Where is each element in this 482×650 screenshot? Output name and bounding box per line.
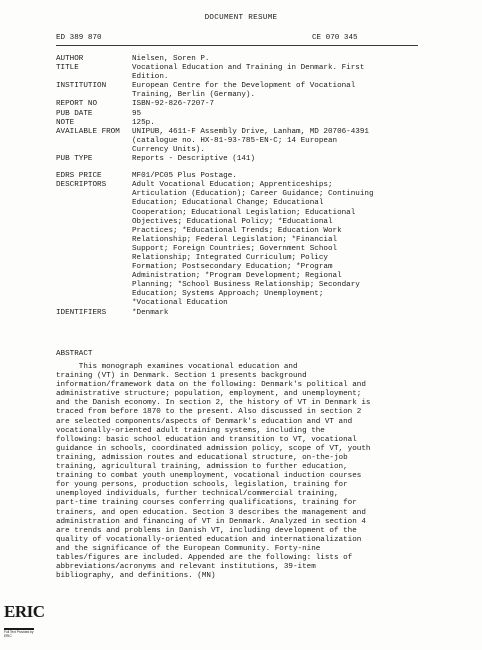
abstract-line: vocationally-oriented adult training systems, including the: [56, 426, 325, 435]
field-value: [132, 119, 436, 128]
field-value-line: Support; Foreign Countries; Government School: [132, 244, 338, 253]
abstract-line: This monograph examines vocational education and: [56, 363, 298, 371]
field-value-line: Edition.: [132, 73, 169, 82]
field-label: PUB DATE: [56, 109, 93, 118]
field-value-line: European Centre for the Development of Vocational: [132, 82, 356, 91]
abstract-line: traced from before 1870 to the present. Also discussed in section 2: [56, 408, 362, 417]
field-value-line: 95: [132, 109, 142, 118]
field-label: REPORT NO: [56, 100, 98, 109]
field-value-line: *Vocational Education: [132, 299, 228, 308]
field-value-line: Reports - Descriptive (141): [132, 155, 256, 164]
field-label: TITLE: [56, 64, 79, 73]
field-label: AVAILABLE FROM: [56, 127, 120, 136]
field-value-line: Administration; *Program Development; Regional: [132, 272, 342, 281]
field-row: [56, 155, 436, 164]
field-value: [132, 128, 436, 155]
field-value-line: Currency Units).: [132, 145, 205, 154]
eric-logo: [4, 602, 45, 644]
field-value-line: Formation; Postsecondary Education; *Program: [132, 263, 333, 272]
abstract-line: training, admission routes and educational structure, on-the-job: [56, 453, 348, 462]
field-row: [56, 82, 436, 100]
eric-logo-text: ERIC: [4, 602, 45, 621]
abstract-line: and the Danish economy. In section 2, the history of VT in Denmark is: [56, 399, 371, 408]
field-value-line: MF01/PC05 Plus Postage.: [132, 172, 237, 181]
abstract-heading: ABSTRACT: [56, 350, 93, 358]
field-value-line: Vocational Education and Training in Denmark. First: [132, 64, 365, 73]
field-value: [132, 181, 436, 308]
field-label: IDENTIFIERS: [56, 308, 107, 317]
field-value-line: Articulation (Education); Career Guidance; Continuing: [132, 190, 374, 199]
field-label: EDRS PRICE: [56, 172, 102, 181]
abstract-line: administrative structure; population, employment, and unemployment;: [56, 390, 362, 399]
field-row: [56, 181, 436, 308]
eric-logo-subtitle: Full Text Provided by ERIC: [4, 630, 34, 638]
clearinghouse-number: CE 070 345: [312, 34, 358, 42]
field-value-line: UNIPUB, 4611-F Assembly Drive, Lanham, MD 20706-4391: [132, 127, 369, 136]
abstract-line: training (VT) in Denmark. Section 1 presents background: [56, 372, 307, 381]
resume-fields: [56, 55, 436, 318]
abstract-line: training, agricultural training, admission to further education,: [56, 463, 348, 472]
field-value: [132, 110, 436, 119]
field-value-line: Nielsen, Soren P.: [132, 55, 210, 63]
field-value-line: ISBN-92-826-7207-7: [132, 100, 215, 109]
field-value-line: *Denmark: [132, 308, 169, 317]
abstract-line: trainers, and open education. Section 3 describes the management and: [56, 508, 366, 517]
field-spacer: [56, 164, 436, 172]
field-value-line: Planning; *School Business Relationship; Secondary: [132, 281, 360, 290]
field-label: PUB TYPE: [56, 155, 93, 164]
field-label: INSTITUTION: [56, 82, 107, 91]
abstract-line: are trends and problems in Danish VT, including development of the: [56, 526, 357, 535]
abstract-line: and the significance of the European Community. Forty-nine: [56, 544, 321, 553]
field-value: [132, 82, 436, 100]
abstract-line: administration and financing of VT in Denmark. Analyzed in section 4: [56, 517, 366, 526]
field-value-line: Education; Educational Change; Educational: [132, 199, 324, 208]
field-value: [132, 55, 436, 64]
field-row: [56, 128, 436, 155]
field-value: [132, 100, 436, 109]
abstract-line: are selected components/aspects of Denmark's education and VT and: [56, 417, 353, 426]
abstract-line: guidance in schools, coordinated admission policy, scope of VT, youth: [56, 444, 371, 453]
abstract-line: abbreviations/acronyms and relevant institutions, 39-item: [56, 563, 316, 572]
abstract-line: tables/figures are included. Appended are the following: lists of: [56, 553, 353, 562]
abstract-line: training to combat youth unemployment, vocational induction courses: [56, 472, 362, 481]
field-value: [132, 172, 436, 181]
field-value: [132, 64, 436, 82]
field-row: [56, 55, 436, 64]
abstract-line: following: basic school education and transition to VT, vocational: [56, 435, 357, 444]
field-row: [56, 119, 436, 128]
field-label: DESCRIPTORS: [56, 181, 107, 190]
field-row: [56, 64, 436, 82]
field-value-line: (catalogue no. HX-81-93-785-EN-C; 14 European: [132, 136, 338, 145]
header-divider: [56, 45, 418, 46]
document-title: DOCUMENT RESUME: [204, 14, 278, 22]
field-row: [56, 110, 436, 119]
field-value: [132, 309, 436, 318]
field-value-line: Relationship; Federal Legislation; *Financial: [132, 235, 338, 244]
abstract-line: unemployed individuals, further technical/commercial training,: [56, 490, 339, 499]
field-row: [56, 172, 436, 181]
field-value-line: Education; Systems Approach; Unemployment;: [132, 290, 324, 299]
field-value-line: Objectives; Educational Policy; *Educational: [132, 217, 333, 226]
field-value-line: Relationship; Integrated Curriculum; Policy: [132, 253, 328, 262]
field-value-line: Cooperation; Educational Legislation; Educational: [132, 208, 356, 217]
abstract-line: information/framework data on the following: Denmark's political and: [56, 381, 366, 390]
ed-number: ED 389 870: [56, 34, 102, 42]
abstract-body: [56, 363, 436, 581]
field-label: NOTE: [56, 118, 75, 127]
field-value-line: Practices; *Educational Trends; Education Work: [132, 226, 342, 235]
field-value-line: 125p.: [132, 118, 155, 127]
abstract-line: for young persons, production schools, legislation, training for: [56, 481, 348, 490]
abstract-line: quality of vocationally-oriented education and internationalization: [56, 535, 362, 544]
field-row: [56, 100, 436, 109]
abstract-line: bibliography, and definitions. (MN): [56, 572, 216, 581]
abstract-line: part-time training courses conferring qualifications, training for: [56, 499, 357, 508]
field-value: [132, 155, 436, 164]
field-value-line: Training, Berlin (Germany).: [132, 91, 256, 100]
field-row: [56, 309, 436, 318]
field-value-line: Adult Vocational Education; Apprenticeships;: [132, 181, 333, 190]
field-label: AUTHOR: [56, 55, 84, 63]
